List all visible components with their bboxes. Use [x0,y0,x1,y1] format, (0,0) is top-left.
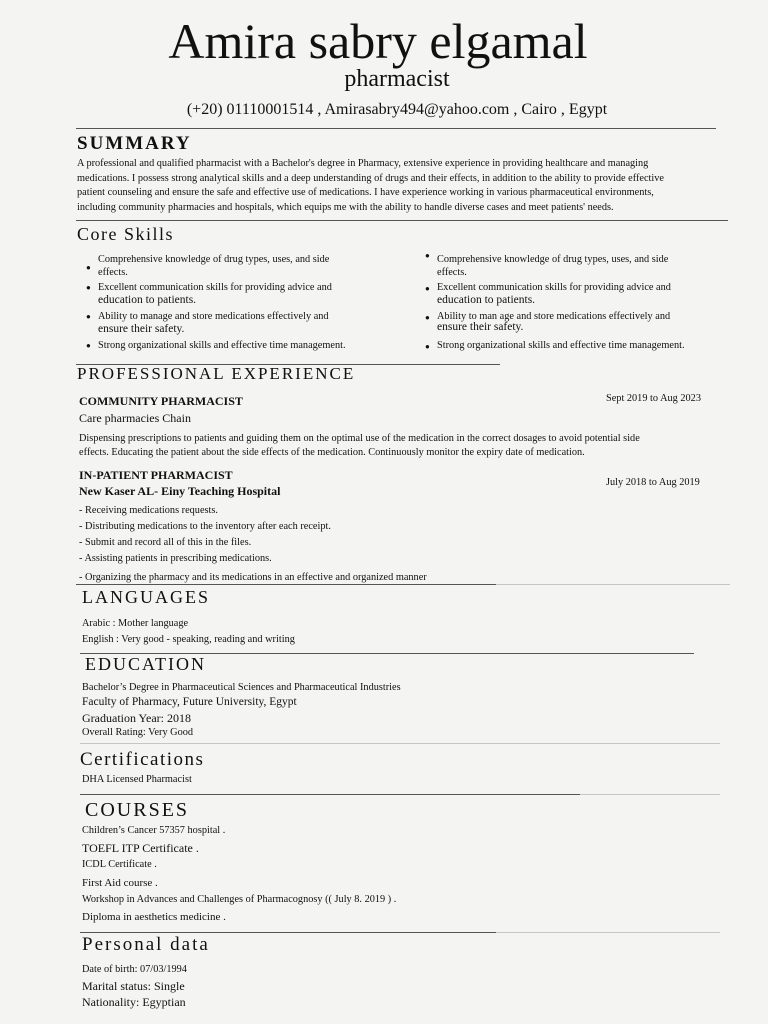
skills-heading: Core Skills [77,224,175,244]
list-item: - Distributing medications to the inventory after each receipt. [79,521,331,532]
skill-item: ● Strong organizational skills and effective time management. [86,340,346,351]
job-company: Care pharmacies Chain [79,411,191,425]
list-item: First Aid course . [82,877,158,889]
divider [80,743,720,744]
job-title: COMMUNITY PHARMACIST [79,394,243,408]
personal-dob: Date of birth: 07/03/1994 [82,964,187,975]
experience-heading: PROFESSIONAL EXPERIENCE [77,364,356,383]
languages-list [82,616,295,648]
languages-heading: LANGUAGES [82,587,210,607]
list-item: - Organizing the pharmacy and its medications in an effective and organized manner [79,572,427,583]
skill-item: ● Excellent communication skills for providing advice and education to patients. [86,282,332,306]
summary-heading: SUMMARY [77,133,192,154]
job-title: IN-PATIENT PHARMACIST [79,468,233,482]
skill-item: ● Ability to man age and store medications effectively and ensure their safety. [425,311,671,333]
education-rating: Overall Rating: Very Good [82,727,194,738]
education-year: Graduation Year: 2018 [82,711,191,725]
list-item: English : Very good - speaking, reading and writing [82,634,295,645]
bullet-icon: ● [86,341,91,350]
bullet-icon: ● [86,263,91,272]
education-faculty: Faculty of Pharmacy, Future University, Egypt [82,696,297,708]
list-item: Children’s Cancer 57357 hospital . [82,825,226,836]
job-tasks [79,503,427,586]
list-item: Arabic : Mother language [82,618,189,629]
skill-item: ● Strong organizational skills and effective time management. [425,340,685,351]
candidate-role: pharmacist [344,66,450,92]
list-item: - Submit and record all of this in the files. [79,537,252,548]
certifications-heading: Certifications [80,749,205,770]
list-item: Workshop in Advances and Challenges of Pharmacognosy (( July 8. 2019 ) . [82,894,397,905]
certification-item: DHA Licensed Pharmacist [82,774,192,785]
bullet-icon: ● [425,284,430,293]
bullet-icon: ● [86,312,91,321]
summary-line: patient counseling and ensure the safe and effective use of medications. I have experience working in various pharmaceutical environments, [77,187,654,198]
list-item: - Receiving medications requests. [79,505,218,516]
summary-line: medications. I possess strong analytical skills and a deep understanding of drugs and their effects, in addition to the ability to provide effective [77,172,664,184]
divider [76,584,496,585]
education-degree: Bachelor’s Degree in Pharmaceutical Sciences and Pharmaceutical Industries [82,682,401,693]
divider [76,128,716,129]
job-description: Dispensing prescriptions to patients and guiding them on the optimal use of the medication in the correct dosages to avoid potential side effects. Educating the patient about the side effects of the medication. Continuously monitor the expiry date of medication. [79,433,640,458]
divider [496,932,720,933]
divider [76,220,728,221]
courses-heading: COURSES [85,799,190,821]
skill-item: ● Comprehensive knowledge of drug types, uses, and side effects. [425,251,669,278]
courses-list [82,825,396,927]
bullet-icon: ● [425,342,430,351]
bullet-icon: ● [86,283,91,292]
summary-line: including community pharmacies and hospitals, which equips me with the ability to handle diverse cases and meet patients' needs. [77,201,614,213]
skills-column-right [425,253,725,353]
divider [80,932,496,933]
personal-marital: Marital status: Single [82,979,185,993]
education-heading: EDUCATION [85,654,206,674]
contact-line: (+20) 01110001514 , Amirasabry494@yahoo.com , Cairo , Egypt [186,101,608,118]
personal-heading: Personal data [82,934,210,955]
job-dates: July 2018 to Aug 2019 [606,477,700,488]
summary-line: A professional and qualified pharmacist with a Bachelor's degree in Pharmacy, extensive experience in providing healthcare and managing [77,158,649,169]
list-item: Diploma in aesthetics medicine . [82,911,226,923]
job-dates: Sept 2019 to Aug 2023 [606,393,701,404]
divider [580,794,720,795]
bullet-icon: ● [425,251,430,260]
skill-item: ● Ability to manage and store medications effectively and ensure their safety. [86,311,329,335]
skills-column-left [86,253,386,353]
divider [496,584,730,585]
skill-item: ● Comprehensive knowledge of drug types, uses, and side effects. [86,254,330,278]
summary-text [77,157,737,215]
job-company: New Kaser AL- Einy Teaching Hospital [79,484,281,498]
list-item: TOEFL ITP Certificate . [82,841,199,855]
skill-item: ● Excellent communication skills for providing advice and education to patients. [425,282,671,306]
personal-nationality: Nationality: Egyptian [82,995,186,1009]
list-item: - Assisting patients in prescribing medications. [79,553,272,564]
divider [80,794,580,795]
list-item: ICDL Certificate . [82,859,157,870]
candidate-name: Amira sabry elgamal [168,13,588,69]
bullet-icon: ● [425,313,430,322]
